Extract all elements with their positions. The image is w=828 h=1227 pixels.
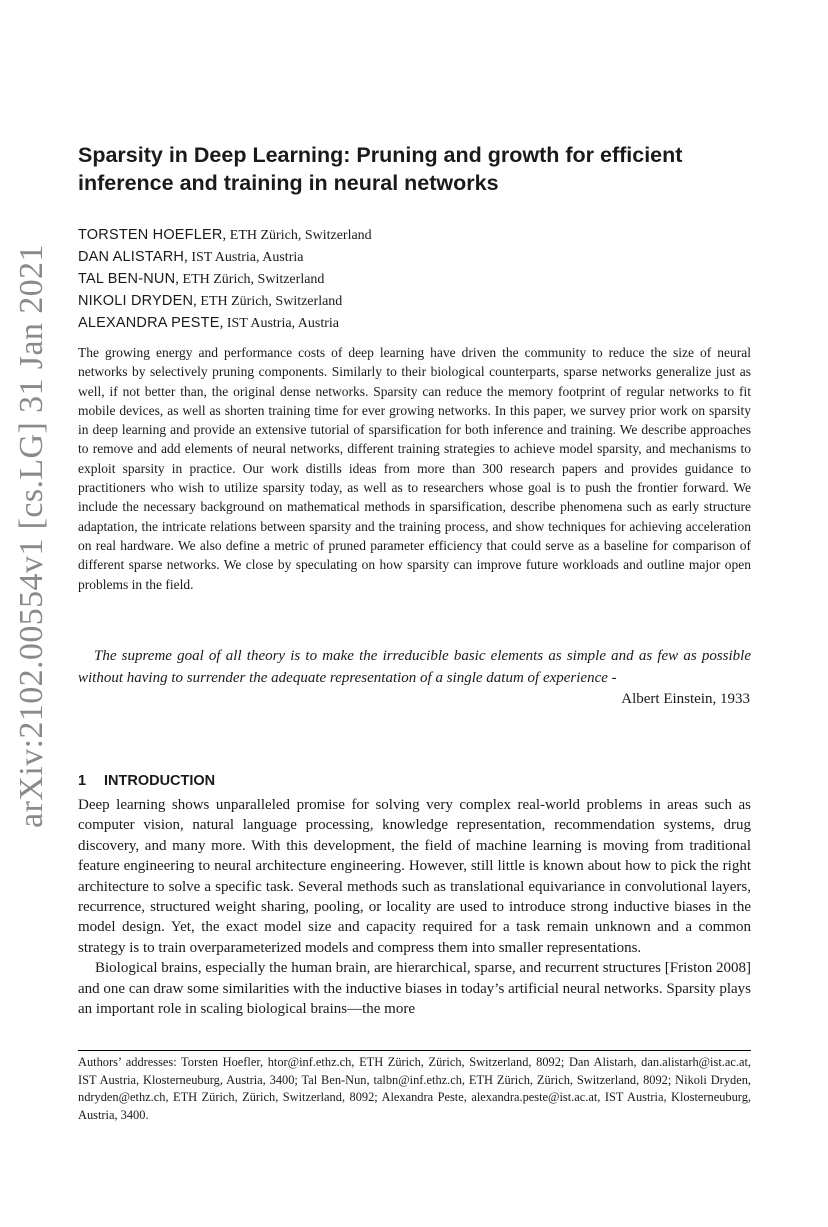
- section-body: [78, 795, 751, 1019]
- epigraph-quote: The supreme goal of all theory is to make the irreducible basic elements as simple and as few as possible without having to surrender the adequate representation of a single datum of experience -: [78, 648, 751, 686]
- author-name: TAL BEN-NUN: [78, 271, 176, 287]
- author-entry: ALEXANDRA PESTE, IST Austria, Austria: [78, 315, 339, 331]
- author-affiliation: ETH Zürich, Switzerland: [229, 228, 372, 243]
- author-affiliation: IST Austria, Austria: [226, 316, 339, 331]
- epigraph-attribution: Albert Einstein, 1933: [621, 691, 750, 707]
- author-name: ALEXANDRA PESTE: [78, 315, 220, 331]
- authors-addresses-footnote: Authors’ addresses: Torsten Hoefler, htor@inf.ethz.ch, ETH Zürich, Zürich, Switzerland, 8092; Dan Alistarh, dan.alistarh@ist.ac.at, IST Austria, Klosterneuburg, Austria, 3400; Tal Ben-Nun, talbn@inf.ethz.ch, ETH Zürich, Zürich, Switzerland, 8092; Nikoli Dryden, ndryden@ethz.ch, ETH Zürich, Zürich, Switzerland, 8092; Alexandra Peste, alexandra.peste@ist.ac.at, IST Austria, Klosterneuburg, Austria, 3400.: [78, 1055, 751, 1122]
- section-title: INTRODUCTION: [104, 773, 216, 789]
- author-entry: TORSTEN HOEFLER, ETH Zürich, Switzerland: [78, 227, 372, 243]
- arxiv-sidebar-stamp: [8, 241, 56, 831]
- author-affiliation: IST Austria, Austria: [191, 250, 304, 265]
- author-list: [78, 224, 678, 334]
- author-name: NIKOLI DRYDEN: [78, 293, 194, 309]
- author-name: DAN ALISTARH: [78, 249, 185, 265]
- body-paragraph: Biological brains, especially the human brain, are hierarchical, sparse, and recurrent structures [Friston 2008] and one can draw some similarities with the inductive biases in today’s artificial neural networks. Sparsity plays an important role in scaling biological brains—the more: [78, 960, 752, 1018]
- author-entry: NIKOLI DRYDEN, ETH Zürich, Switzerland: [78, 293, 343, 309]
- footnote-rule: [78, 1050, 751, 1051]
- section-number: 1: [78, 773, 87, 789]
- body-paragraph: Deep learning shows unparalleled promise for solving very complex real-world problems in areas such as computer vision, natural language processing, knowledge representation, recommendation systems, drug discovery, and many more. With this development, the field of machine learning is moving from traditional feature engineering to neural architecture engineering. However, still little is known about how to pick the right architecture to solve a specific task. Several methods such as translational equivariance in convolutional layers, recurrence, structured weight sharing, pooling, or locality are used to introduce strong inductive biases in the model design. Yet, the exact model size and capacity required for a task remain unknown and a common strategy is to train overparameterized models and compress them into smaller representations.: [78, 797, 751, 956]
- author-entry: DAN ALISTARH, IST Austria, Austria: [78, 249, 304, 265]
- author-affiliation: ETH Zürich, Switzerland: [200, 294, 343, 309]
- author-entry: TAL BEN-NUN, ETH Zürich, Switzerland: [78, 271, 325, 287]
- arxiv-identifier: arXiv:2102.00554v1 [cs.LG] 31 Jan 2021: [13, 244, 51, 828]
- abstract: The growing energy and performance costs of deep learning have driven the community to reduce the size of neural networks by selectively pruning components. Similarly to their biological counterparts, sparse networks generalize just as well, if not better than, the original dense networks. Sparsity can reduce the memory footprint of regular networks to fit mobile devices, as well as shorten training time for ever growing networks. In this paper, we survey prior work on sparsity in deep learning and provide an extensive tutorial of sparsification for both inference and training. We describe approaches to remove and add elements of neural networks, different training strategies to achieve model sparsity, and mechanisms to exploit sparsity in practice. Our work distills ideas from more than 300 research papers and provides guidance to practitioners who wish to utilize sparsity today, as well as to researchers whose goal is to push the frontier forward. We include the necessary background on mathematical methods in sparsification, describe phenomena such as early structure adaptation, the intricate relations between sparsity and the training process, and show techniques for achieving acceleration on real hardware. We also define a metric of pruned parameter efficiency that could serve as a baseline for comparison of different sparse networks. We close by speculating on how sparsity can improve future workloads and outline major open problems in the field.: [78, 345, 751, 592]
- author-name: TORSTEN HOEFLER: [78, 227, 223, 243]
- section-heading: [78, 771, 215, 791]
- author-affiliation: ETH Zürich, Switzerland: [182, 272, 325, 287]
- paper-title: Sparsity in Deep Learning: Pruning and growth for efficient inference and training in neural networks: [78, 143, 683, 195]
